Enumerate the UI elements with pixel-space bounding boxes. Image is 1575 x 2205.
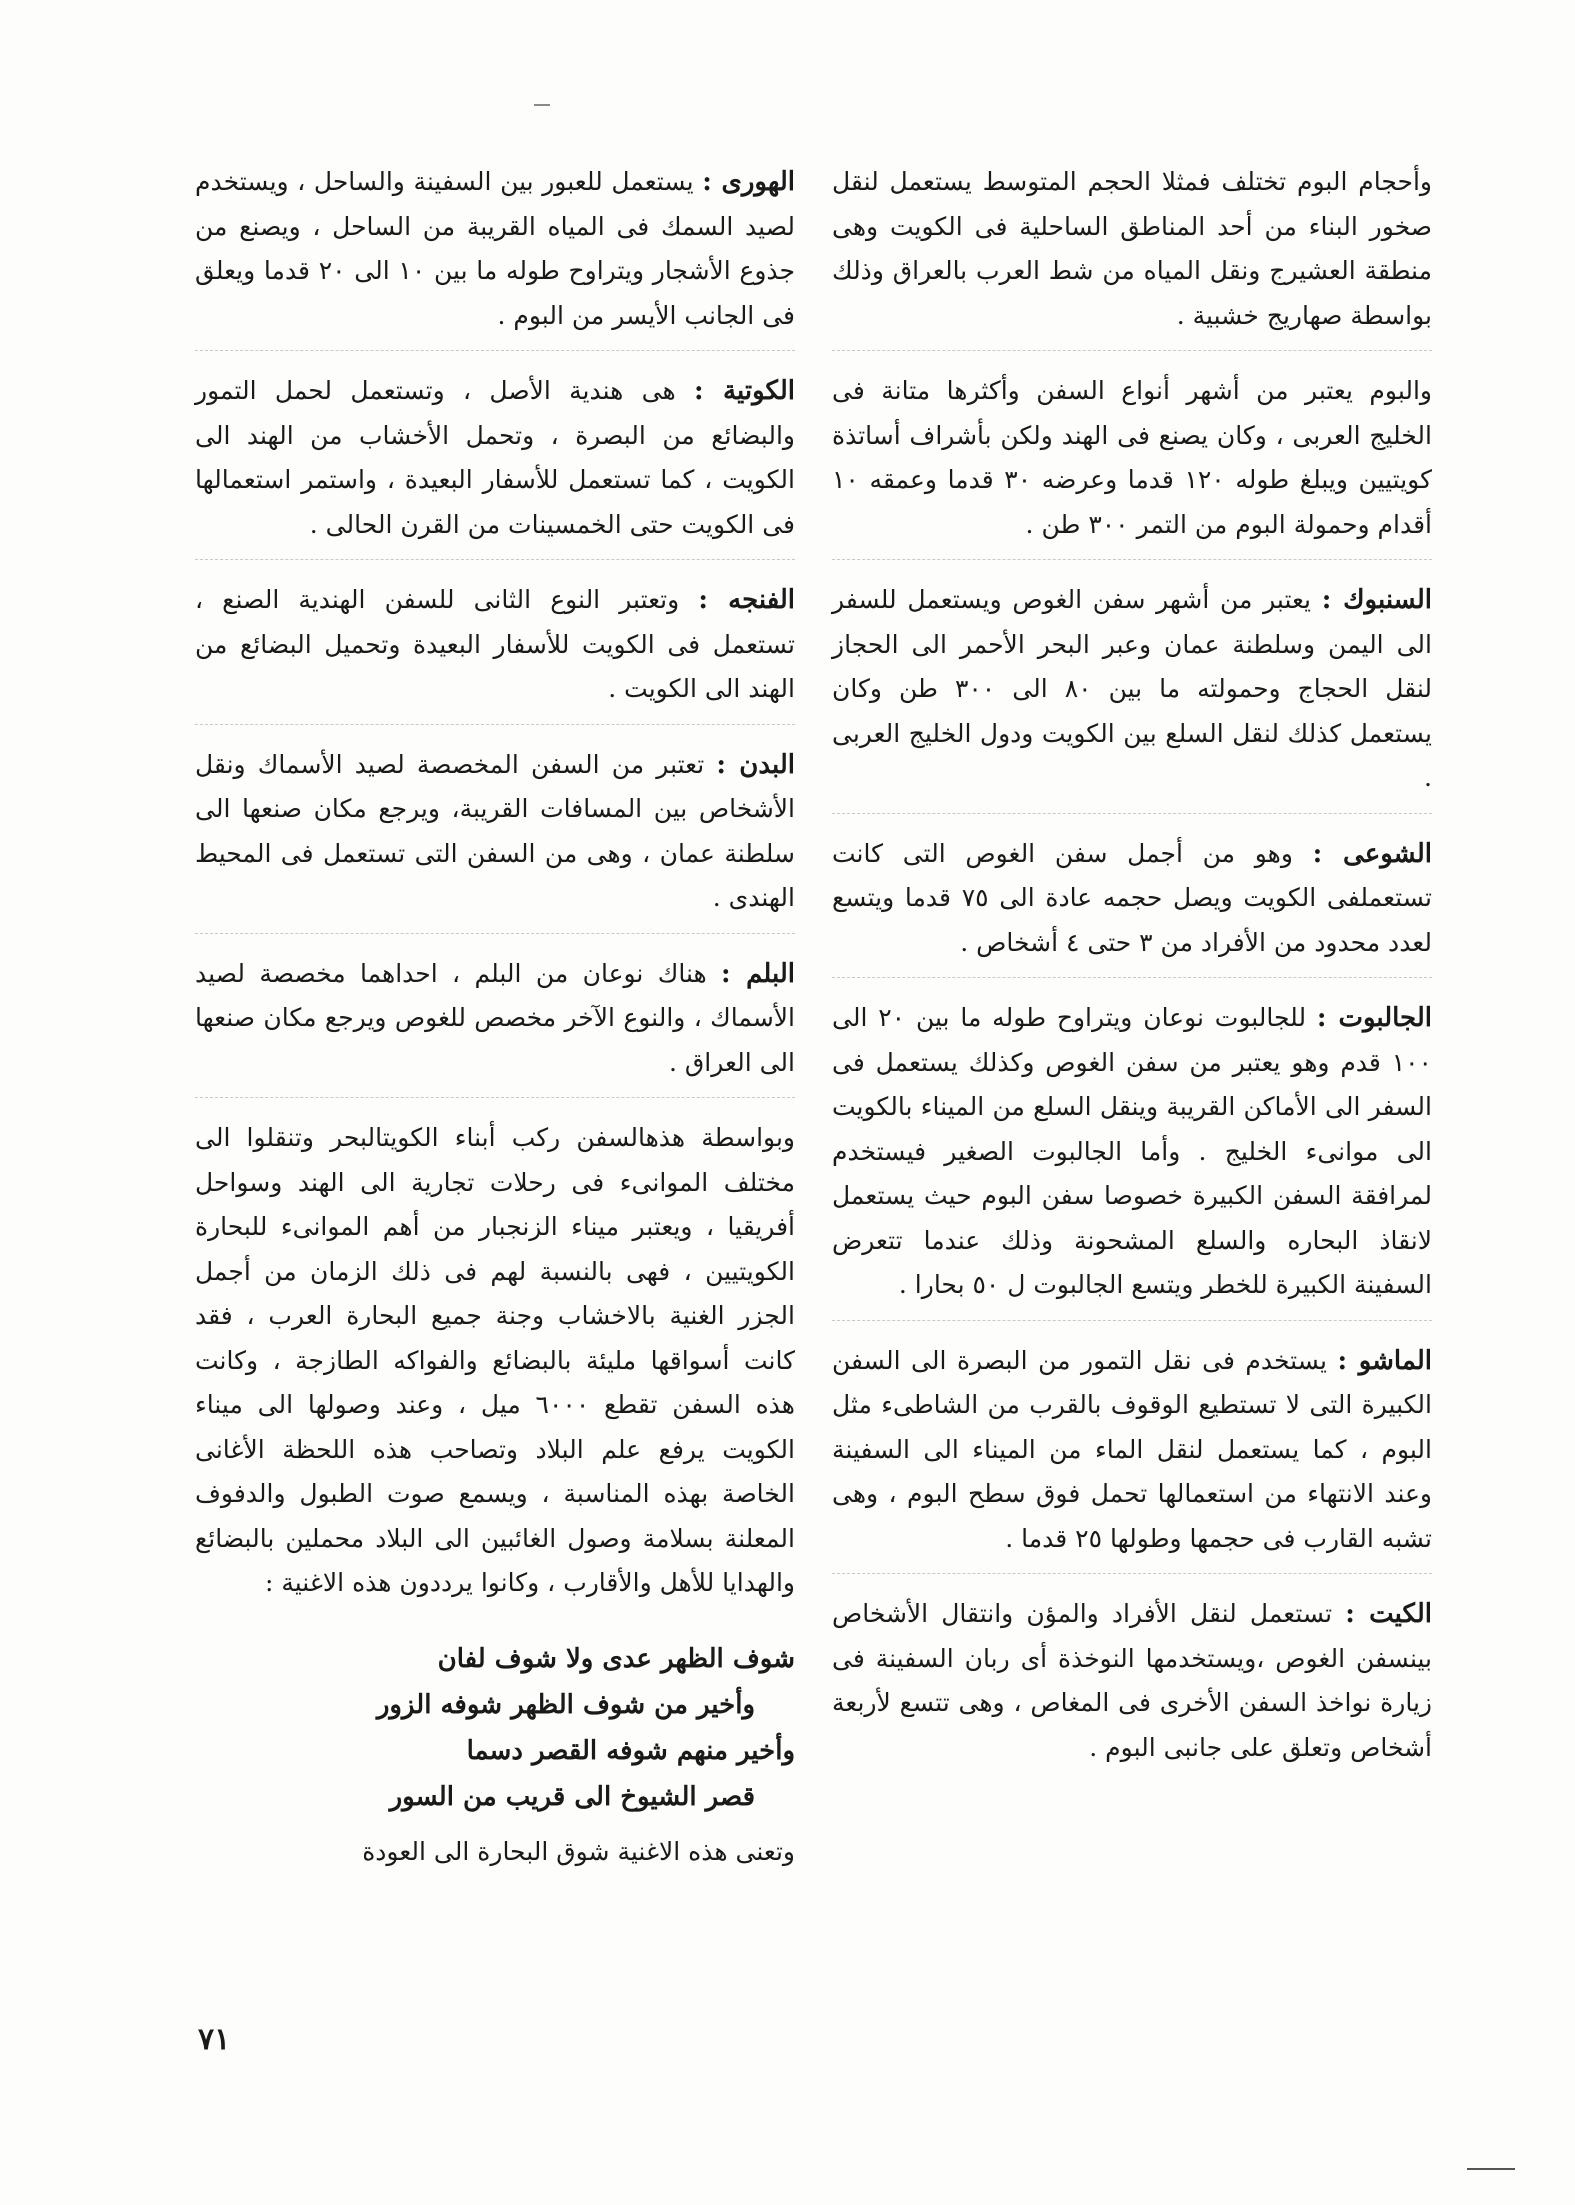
term-sanbouk: السنبوك : <box>1321 585 1433 615</box>
print-mark <box>534 104 550 106</box>
paragraph-boom: والبوم يعتبر من أشهر أنواع السفن وأكثرها متانة فى الخليج العربى ، وكان يصنع فى الهند ولكن بأشراف أساتذة كويتيين ويبلغ طوله ١٢٠ قدما وعرضه ٣٠ قدما وعمقه ١٠ أقدام وحمولة البوم من التمر ٣٠٠ طن . <box>832 369 1432 560</box>
closing-line: وتعنى هذه الاغنية شوق البحارة الى العودة <box>362 1836 795 1866</box>
paragraph-shuwai: الشوعى : وهو من أجمل سفن الغوص التى كانت تستعملفى الكويت ويصل حجمه عادة الى ٧٥ قدما ويتسع لعدد محدود من الأفراد من ٣ حتى ٤ أشخاص . <box>832 832 1432 979</box>
term-houri: الهورى : <box>702 167 795 197</box>
term-balam: البلم : <box>721 958 795 989</box>
paragraph-houri: الهورى : يستعمل للعبور بين السفينة والساحل ، ويستخدم لصيد السمك فى المياه القريبة من الساحل ، ويصنع من جذوع الأشجار ويتراوح طوله ما بين ١٠ الى ٢٠ قدما ويعلق فى الجانب الأيسر من البوم . <box>195 160 795 351</box>
song-line: وأخير من شوف الظهر شوفه الزور <box>376 1689 755 1720</box>
left-column <box>195 160 795 1904</box>
song-lyrics <box>195 1636 795 1820</box>
scan-edge-mark <box>1467 2168 1515 2170</box>
term-badan: البدن : <box>716 749 795 780</box>
song-line: وأخير منهم شوفه القصر دسما <box>466 1735 795 1766</box>
paragraph-kotiya: الكوتية : هى هندية الأصل ، وتستعمل لحمل التمور والبضائع من البصرة ، وتحمل الأخشاب من الهند الى الكويت ، كما تستعمل للأسفار البعيدة ، واستمر استعمالها فى الكويت حتى الخمسينات من القرن الحالى . <box>195 369 795 560</box>
paragraph-balam: البلم : هناك نوعان من البلم ، احداهما مخصصة لصيد الأسماك ، والنوع الآخر مخصص للغوص ويرجع مكان صنعها الى العراق . <box>195 952 795 1099</box>
paragraph-keet: الكيت : تستعمل لنقل الأفراد والمؤن وانتقال الأشخاص بينسفن الغوص ،ويستخدمها النوخذة أى ربان السفينة فى زيارة نواخذ السفن الأخرى فى المغاص ، وهى تتسع لأربعة أشخاص وتعلق على جانبى البوم . <box>832 1599 1432 1762</box>
paragraph-badan: البدن : تعتبر من السفن المخصصة لصيد الأسماك ونقل الأشخاص بين المسافات القريبة، ويرجع مكان صنعها الى سلطنة عمان ، وهى من السفن التى تستعمل فى المحيط الهندى . <box>195 743 795 934</box>
song-line: قصر الشيوخ الى قريب من السور <box>389 1781 755 1812</box>
term-fanja: الفنجه : <box>698 585 796 615</box>
song-line: شوف الظهر عدى ولا شوف لفان <box>437 1643 795 1674</box>
term-keet: الكيت : <box>1345 1599 1432 1629</box>
paragraph-jalboot: الجالبوت : للجالبوت نوعان ويتراوح طوله ما بين ٢٠ الى ١٠٠ قدم وهو يعتبر من سفن الغوص وكذلك يستعمل فى السفر الى الأماكن القريبة وينقل السلع من الميناء بالكويت الى موانىء الخليج . وأما الجالبوت الصغير فيستخدم لمرافقة السفن الكبيرة خصوصا سفن البوم حيث يستعمل لانقاذ البحاره والسلع المشحونة وذلك عندما تتعرض السفينة الكبيرة للخطر ويتسع الجالبوت ل ٥٠ بحارا . <box>832 996 1432 1321</box>
term-masho: الماشو : <box>1337 1345 1433 1376</box>
paragraph-sanbouk: السنبوك : يعتبر من أشهر سفن الغوص ويستعمل للسفر الى اليمن وسلطنة عمان وعبر البحر الأحمر الى الحجاز لنقل الحجاج وحمولته ما بين ٨٠ الى ٣٠٠ طن وكان يستعمل كذلك لنقل السلع بين الكويت ودول الخليج العربى . <box>832 578 1432 814</box>
term-kotiya: الكوتية : <box>694 376 796 406</box>
paragraph-boom-sizes: وأحجام البوم تختلف فمثلا الحجم المتوسط يستعمل لنقل صخور البناء من أحد المناطق الساحلية فى الكويت وهى منطقة العشيرج ونقل المياه من شط العرب بالعراق وذلك بواسطة صهاريج خشبية . <box>832 160 1432 351</box>
paragraph-voyages: وبواسطة هذهالسفن ركب أبناء الكويتالبحر وتنقلوا الى مختلف الموانىء فى رحلات تجارية الى الهند وسواحل أفريقيا ، ويعتبر ميناء الزنجبار من أهم الموانىء للبحارة الكويتيين ، فهى بالنسبة لهم فى ذلك الزمان من أجمل الجزر الغنية بالاخشاب وجنة جميع البحارة العرب ، فقد كانت أسواقها مليئة بالبضائع والفواكه الطازجة ، وكانت هذه السفن تقطع ٦٠٠٠ ميل ، وعند وصولها الى ميناء الكويت يرفع علم البلاد وتصاحب هذه اللحظة الأغانى الخاصة بهذه المناسبة ، ويسمع صوت الطبول والدفوف المعلنة بسلامة وصول الغائبين الى البلاد محملين بالبضائع والهدايا للأهل والأقارب ، وكانوا يرددون هذه الاغنية : <box>195 1123 795 1597</box>
paragraph-masho: الماشو : يستخدم فى نقل التمور من البصرة الى السفن الكبيرة التى لا تستطيع الوقوف بالقرب من الشاطىء مثل البوم ، كما يستعمل لنقل الماء من الميناء الى السفينة وعند الانتهاء من استعمالها تحمل فوق سطح البوم ، وهى تشبه القارب فى حجمها وطولها ٢٥ قدما . <box>832 1339 1432 1575</box>
term-jalboot: الجالبوت : <box>1316 1003 1432 1033</box>
right-column <box>832 160 1432 1800</box>
term-shuwai: الشوعى : <box>1312 838 1432 869</box>
page-number: ٧١ <box>198 2022 231 2057</box>
paragraph-fanja: الفنجه : وتعتبر النوع الثانى للسفن الهندية الصنع ، تستعمل فى الكويت للأسفار البعيدة وتحميل البضائع من الهند الى الكويت . <box>195 578 795 725</box>
